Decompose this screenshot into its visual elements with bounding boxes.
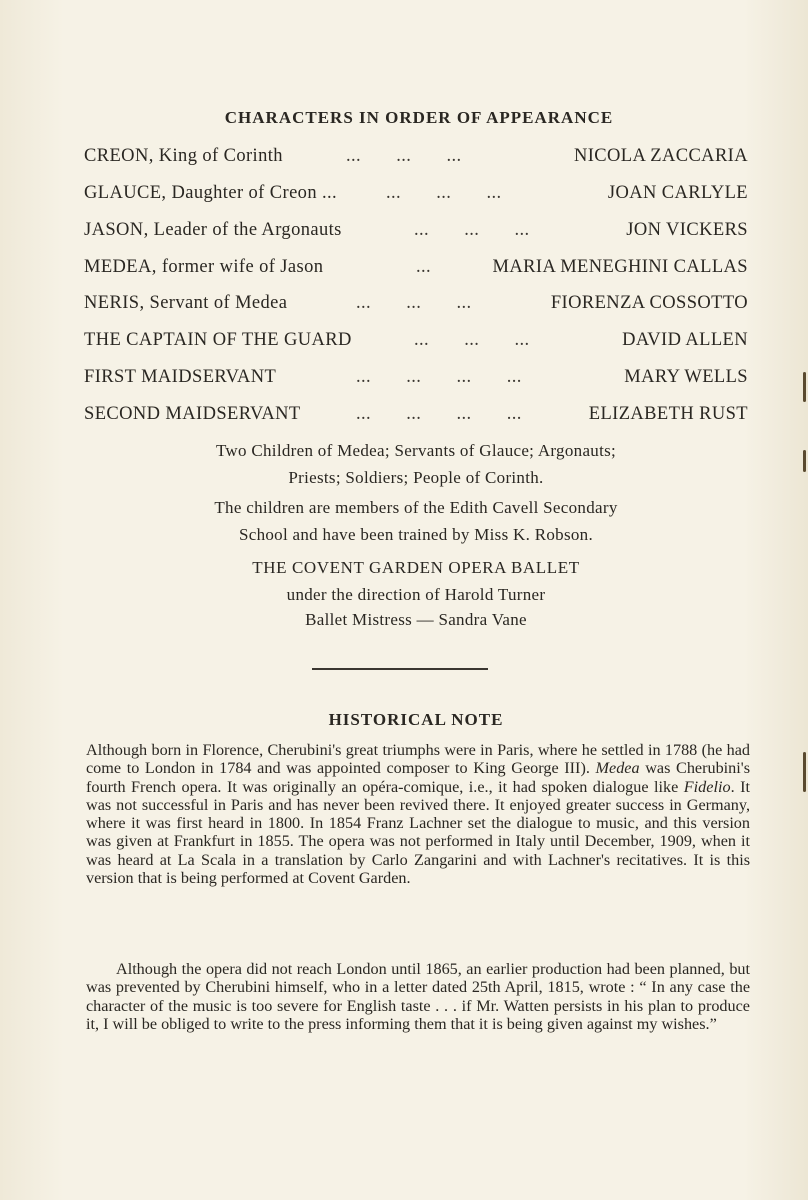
opera-title-medea: Medea — [595, 759, 640, 778]
cast-role: FIRST MAIDSERVANT — [84, 367, 277, 387]
cast-role: MEDEA, former wife of Jason — [84, 257, 324, 277]
cast-row — [84, 183, 748, 209]
ballet-mistress: Ballet Mistress — Sandra Vane — [305, 610, 527, 629]
page-edge-mark — [803, 450, 806, 472]
cast-actor: DAVID ALLEN — [622, 330, 748, 350]
cast-row — [84, 330, 748, 356]
cast-leader-dots: ... ... ... — [386, 183, 502, 203]
cast-leader-dots: ... ... ... — [414, 330, 530, 350]
cast-row — [84, 293, 748, 319]
historical-paragraph: Although the opera did not reach London until 1865, an earlier production had been planned, but was prevented by Cherubini himself, who in a letter dated 25th April, 1815, wrote : “ In any case the character of the music is too severe for English taste . . . if Mr. Watten persists in his plan to produce it, I will be obliged to write to the press informing them that it is being given against my wishes.” — [86, 960, 750, 1033]
cast-role: THE CAPTAIN OF THE GUARD — [84, 330, 352, 350]
cast-actor: JOAN CARLYLE — [607, 183, 748, 203]
cast-actor: NICOLA ZACCARIA — [573, 146, 748, 166]
historical-note-heading: HISTORICAL NOTE — [328, 710, 504, 729]
children-note: School and have been trained by Miss K. Robson. — [238, 525, 594, 544]
cast-role: SECOND MAIDSERVANT — [84, 404, 301, 424]
paragraph-text: Although born in Florence, Cherubini's great triumphs were in Paris, where he settled in 1788 (he had come to London in 1784 and was appointed composer to King George III). — [86, 741, 750, 778]
cast-role: NERIS, Servant of Medea — [84, 293, 288, 313]
cast-actor: MARIA MENEGHINI CALLAS — [492, 257, 748, 277]
ballet-direction: under the direction of Harold Turner — [286, 585, 546, 604]
section-divider — [312, 668, 488, 670]
paragraph-text: . It was not successful in Paris and has never been revived there. It enjoyed greater success in Germany, where it was first heard in 1800. In 1854 Franz Lachner set the dialogue to music, and this version was given at Frankfurt in 1855. The opera was not performed in Italy until December, 1909, when it was heard at La Scala in a translation by Carlo Zangarini and with Lachner's recitatives. It is this version that is being performed at Covent Garden. — [86, 777, 750, 888]
ballet-title: THE COVENT GARDEN OPERA BALLET — [252, 558, 580, 577]
extras-line: Two Children of Medea; Servants of Glauce; Argonauts; — [215, 441, 617, 460]
children-note: The children are members of the Edith Cavell Secondary — [214, 498, 618, 517]
cast-role: JASON, Leader of the Argonauts — [84, 220, 342, 240]
paragraph-text: was Cherubini's fourth French opera. It was originally an opéra-comique, i.e., it had spoken dialogue like — [86, 759, 750, 796]
cast-row — [84, 220, 748, 246]
cast-actor: MARY WELLS — [624, 367, 748, 387]
cast-leader-dots: ... ... ... — [346, 146, 462, 166]
extras-line: Priests; Soldiers; People of Corinth. — [288, 468, 544, 487]
cast-row — [84, 146, 748, 172]
cast-leader-dots: ... ... ... ... — [356, 367, 522, 387]
cast-actor: ELIZABETH RUST — [588, 404, 748, 424]
cast-actor: JON VICKERS — [626, 220, 748, 240]
cast-leader-dots: ... — [416, 257, 432, 277]
cast-row — [84, 257, 748, 283]
cast-heading: CHARACTERS IN ORDER OF APPEARANCE — [224, 108, 614, 127]
opera-title-fidelio: Fidelio — [683, 777, 731, 796]
cast-leader-dots: ... ... ... ... — [356, 404, 522, 424]
page-edge-mark — [803, 372, 806, 402]
cast-row — [84, 367, 748, 393]
cast-row — [84, 404, 748, 430]
cast-leader-dots: ... ... ... — [414, 220, 530, 240]
cast-role: CREON, King of Corinth — [84, 146, 283, 166]
cast-leader-dots: ... ... ... — [356, 293, 472, 313]
cast-role: GLAUCE, Daughter of Creon ... — [84, 183, 338, 203]
cast-actor: FIORENZA COSSOTTO — [550, 293, 748, 313]
historical-paragraph — [86, 741, 750, 887]
page-edge-mark — [803, 752, 806, 792]
